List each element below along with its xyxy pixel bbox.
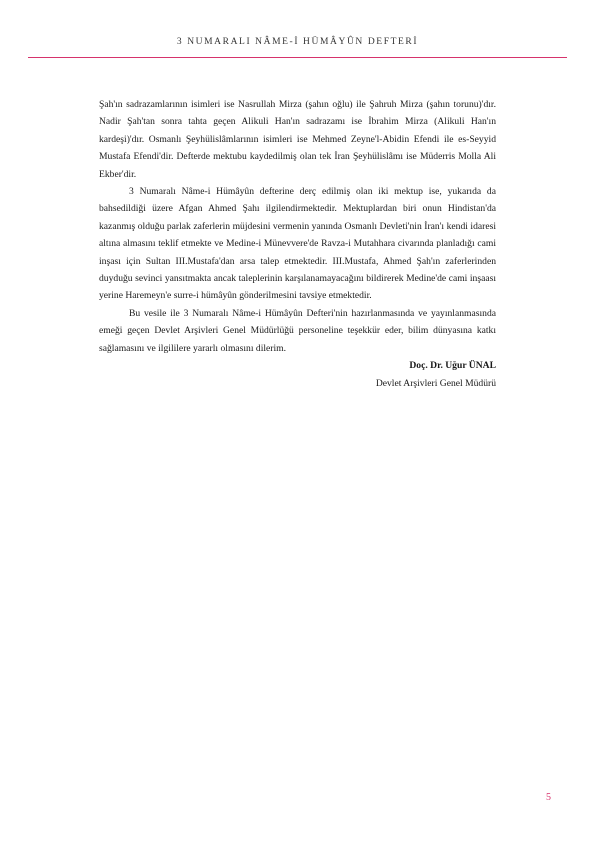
paragraph-3: Bu vesile ile 3 Numaralı Nâme-i Hümâyûn Defteri'nin hazırlanmasında ve yayınlanmasında emeği geçen Devlet Arşivleri Genel Müdürlüğü personeline teşekkür eder, bilim dünyasına katkı sağlamasını ve ilgililere yararlı olmasını dilerim.: [99, 307, 496, 354]
running-header: 3 NUMARALI NÂME-İ HÜMÂYÛN DEFTERİ: [176, 37, 419, 47]
page-number: 5: [546, 792, 551, 803]
header-divider: [28, 57, 567, 58]
signature-name: Doç. Dr. Uğur ÜNAL: [409, 360, 496, 372]
paragraph-1: Şah'ın sadrazamlarının isimleri ise Nasrullah Mirza (şahın oğlu) ile Şahruh Mirza (şahın torunu)'dır. Nadir Şah'tan sonra tahta geçen Alikuli Han'ın sadrazamı ise İbrahim Mirza (Alikuli Han'ın kardeşi)'dır. Osmanlı Şeyhülislâmlarının isimleri ise Mehmed Zeyne'l-Abidin Efendi ile es-Seyyid Mustafa Efendi'dir. Defterde mektubu kaydedilmiş olan tek İran Şeyhülislâmı ise Müderris Molla Ali Ekber'dir.: [99, 99, 496, 180]
paragraph-2: 3 Numaralı Nâme-i Hümâyûn defterine derç edilmiş olan iki mektup ise, yukarıda da bahsedildiği üzere Afgan Ahmed Şahı ilgilendirmektedir. Mektuplardan biri onun Hindistan'da kazanmış olduğu parlak zaferlerin müjdesini vermenin yanında Osmanlı Devleti'nin İran'ı kendi idaresi altına almasını teklif etmekte ve Medine-i Münevvere'de Ravza-i Mutahhara civarında planladığı cami inşası için Sultan III.Mustafa'dan arsa talep etmektedir. III.Mustafa, Ahmed Şah'ın zaferlerinden duyduğu sevinci yansıtmakta ancak taleplerinin karşılanamayacağını bildirerek Medine'de cami inşaası yerine Haremeyn'e surre-i hümâyûn gönderilmesini tavsiye etmektedir.: [99, 186, 496, 302]
body-text: [99, 96, 496, 392]
signature-title: Devlet Arşivleri Genel Müdürü: [375, 377, 496, 389]
